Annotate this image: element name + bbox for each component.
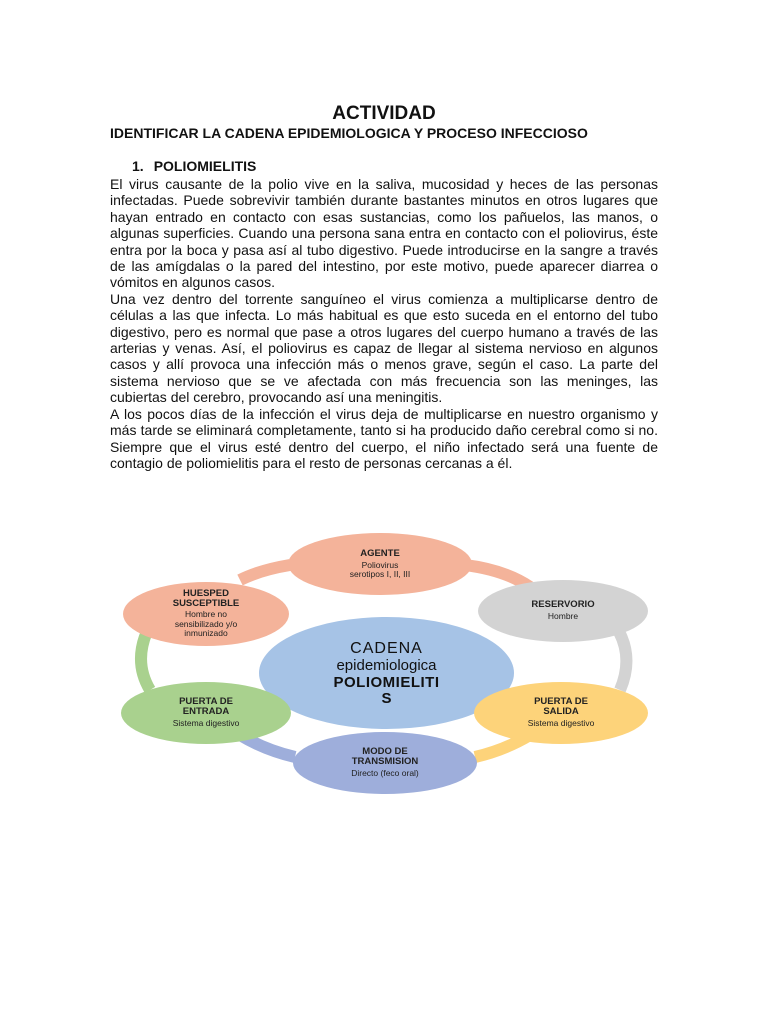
node-agente	[288, 533, 472, 595]
node-reservorio-sub-1: Hombre	[547, 611, 579, 622]
node-huesped-sub-2: sensibilizado y/o	[174, 618, 238, 629]
epidemiological-chain-diagram	[110, 525, 658, 800]
arc-huesped-agente	[240, 565, 290, 580]
node-reservorio	[478, 580, 648, 642]
paragraph-2: Una vez dentro del torrente sanguíneo el virus comienza a multiplicarse dentro de células a las que infecta. Lo más habitual es que esto suceda en el entorno del tubo digestivo, pero es normal que pase a otros lugares del cuerpo humano a través de las arterias y venas. Así, el poliovirus es capaz de llegar al sistema nervioso en algunos casos y allí provoca una infección más o menos grave, según el caso. La parte del sistema nervioso que se ve afectada con más frecuencia son las meninges, las cubiertas del cerebro, provocando así una meningitis.	[110, 290, 658, 406]
node-modo-transmision	[293, 732, 477, 794]
node-huesped-title-1: HUESPED	[183, 588, 229, 600]
node-puerta-salida	[474, 682, 648, 744]
node-puerta-entrada	[121, 682, 291, 744]
node-transmision-title-1: MODO DE	[362, 746, 408, 758]
node-entrada-title-2: ENTRADA	[182, 706, 230, 718]
node-huesped-title-2: SUSCEPTIBLE	[172, 598, 240, 610]
body-text	[110, 176, 658, 471]
node-transmision-sub-1: Directo (feco oral)	[351, 768, 419, 779]
document-title: ACTIVIDAD	[332, 103, 436, 124]
node-agente-title: AGENTE	[360, 547, 400, 559]
center-line-3: POLIOMIELITI	[333, 673, 440, 691]
node-entrada-sub-1: Sistema digestivo	[172, 718, 240, 729]
section-number: 1.	[132, 158, 144, 174]
node-agente-sub-2: serotipos I, II, III	[349, 569, 411, 579]
node-agente-sub-1: Poliovirus	[361, 559, 399, 570]
node-huesped-susceptible	[123, 582, 289, 646]
node-salida-title-2: SALIDA	[543, 706, 579, 718]
center-line-2: epidemiologica	[336, 656, 437, 674]
section-heading	[132, 158, 266, 174]
paragraph-1: El virus causante de la polio vive en la saliva, mucosidad y heces de las personas infectadas. Puede sobrevivir también durante bastantes minutos en otros lugares que hayan entrado en contacto con esas sustancias, como los pañuelos, las manos, o algunas superficies. Cuando una persona sana entra en contacto con el poliovirus, éste entra por la boca y pasa así al tubo digestivo. Puede introducirse en la sangre a través de las amígdalas o la pared del intestino, por este motivo, puede aparecer diarrea o vómitos en algunos casos.	[110, 176, 658, 291]
document-subtitle: IDENTIFICAR LA CADENA EPIDEMIOLOGICA Y PROCESO INFECCIOSO	[110, 125, 588, 141]
node-entrada-title-1: PUERTA DE	[179, 696, 233, 708]
center-line-1: CADENA	[350, 639, 423, 657]
center-line-4: S	[381, 689, 392, 707]
node-huesped-sub-3: inmunizado	[184, 628, 228, 639]
node-huesped-sub-1: Hombre no	[184, 609, 228, 620]
section-title: POLIOMIELITIS	[153, 158, 257, 174]
node-salida-title-1: PUERTA DE	[534, 696, 588, 708]
node-transmision-title-2: TRANSMISION	[351, 756, 419, 768]
node-salida-sub-1: Sistema digestivo	[527, 718, 595, 729]
node-reservorio-title: RESERVORIO	[531, 599, 595, 611]
paragraph-3: A los pocos días de la infección el virus deja de multiplicarse en nuestro organismo y más tarde se eliminará completamente, tanto si ha producido daño cerebral como si no. Siempre que el virus esté dentro del cuerpo, el niño infectado será una fuente de contagio de poliomielitis para el resto de personas cercanas a él.	[110, 405, 658, 471]
